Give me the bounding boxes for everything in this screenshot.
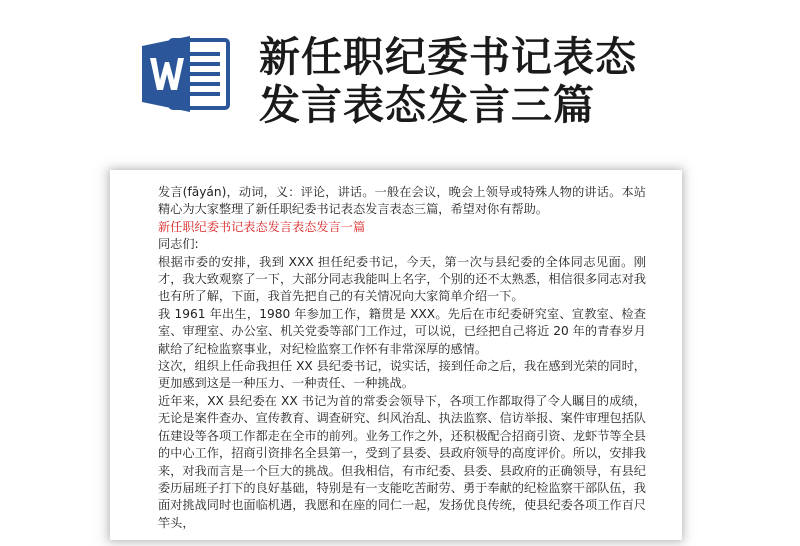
salutation: 同志们:: [158, 237, 199, 252]
title-line-1: 新任职纪委书记表态: [259, 33, 637, 81]
document-body: [158, 184, 646, 532]
body-paragraph: 根据市委的安排，我到 XXX 担任纪委书记，今天，第一次与县纪委的全体同志见面。刚才，我大致观察了一下，大部分同志我能叫上名字，个别的还不太熟悉，相信很多同志对我也有所了解，下面，我首先把自己的有关情况向大家简单介绍一下。: [158, 254, 646, 304]
body-paragraph: 这次，组织上任命我担任 XX 县纪委书记，说实话，接到任命之后，我在感到光荣的同时，更加感到这是一种压力、一种责任、一种挑战。: [158, 359, 646, 391]
header: [0, 0, 800, 150]
intro-paragraph: 发言(fāyán)，动词，义：评论，讲话。一般在会议，晚会上领导或特殊人物的讲话。本站精心为大家整理了新任职纪委书记表态发言表态三篇，希望对你有帮助。: [158, 185, 646, 217]
section-heading: 新任职纪委书记表态发言表态发言一篇: [158, 219, 366, 234]
body-paragraph: 近年来，XX 县纪委在 XX 书记为首的常委会领导下，各项工作都取得了令人瞩目的成绩，无论是案件查办、宣传教育、调查研究、纠风治乱、执法监察、信访举报、案件审理包括队伍建设等各项工作都走在全市的前列。业务工作之外，还积极配合招商引资、龙虾节等全县的中心工作，招商引资排名全县第一，受到了县委、县政府领导的高度评价。所以，安排我来，对我而言是一个巨大的挑战。但我相信，有市纪委、县委、县政府的正确领导，有县纪委历届班子打下的良好基础，特别是有一支能吃苦耐劳、勇于奉献的纪检监察干部队伍，我面对挑战同时也面临机遇，我愿和在座的同仁一起，发扬优良传统，使县纪委各项工作百尺竿头，: [158, 393, 646, 530]
title-line-2: 发言表态发言三篇: [259, 81, 595, 129]
document-page: [110, 170, 682, 540]
page-title: [259, 33, 779, 129]
word-document-icon: [140, 34, 232, 114]
body-paragraph: 我 1961 年出生，1980 年参加工作，籍贯是 XXX。先后在市纪委研究室、宣教室、检查室、审理室、办公室、机关党委等部门工作过，可以说，已经把自己将近 20 年的青春岁月献给了纪检监察事业，对纪检监察工作怀有非常深厚的感情。: [158, 306, 646, 356]
